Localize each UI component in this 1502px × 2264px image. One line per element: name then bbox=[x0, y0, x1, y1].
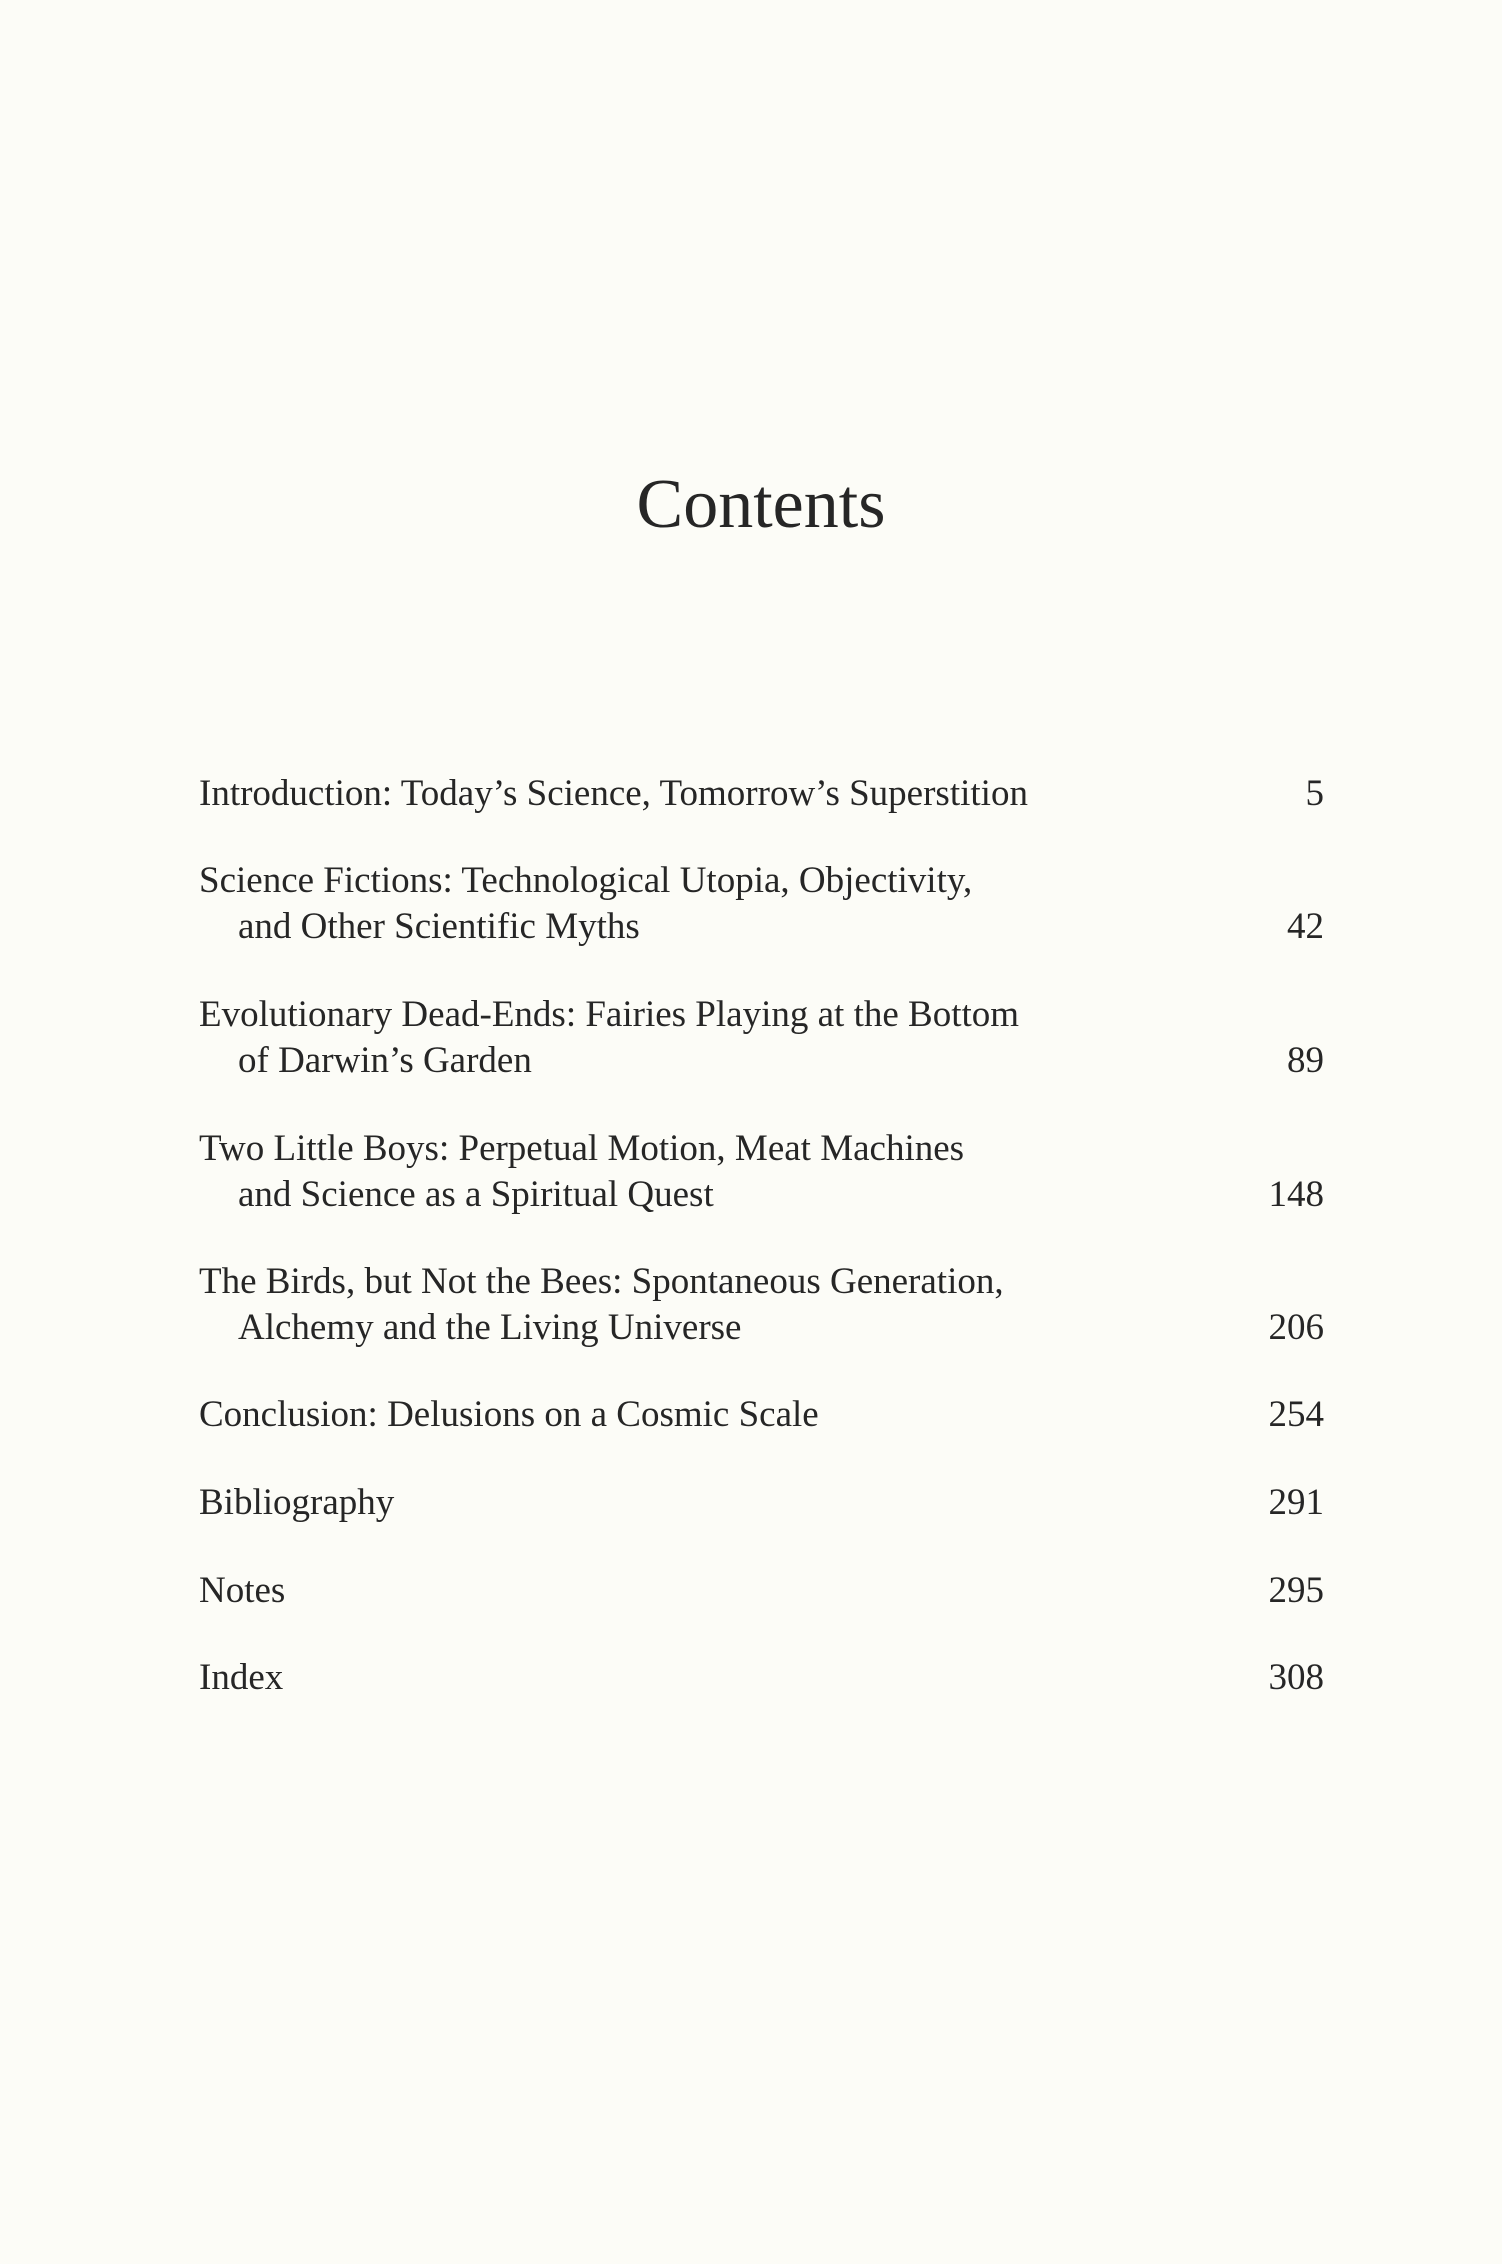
toc-entry-title: Notes bbox=[199, 1570, 286, 1611]
toc-entry-conclusion bbox=[199, 1392, 1324, 1438]
toc-entry-introduction bbox=[199, 771, 1324, 817]
toc-entry-title: Science Fictions: Technological Utopia, Objectivity, bbox=[199, 860, 973, 901]
toc-entry-index bbox=[199, 1655, 1324, 1701]
toc-page-number: 89 bbox=[1287, 1040, 1324, 1081]
toc-entry-title: Bibliography bbox=[199, 1482, 395, 1523]
toc-entry-birds-not-bees bbox=[199, 1259, 1324, 1351]
toc-page-number: 291 bbox=[1268, 1482, 1324, 1523]
toc-entry-notes bbox=[199, 1568, 1324, 1614]
toc-page-number: 206 bbox=[1268, 1307, 1324, 1348]
toc-page-number: 295 bbox=[1268, 1570, 1324, 1611]
toc-entry-title-continued: and Science as a Spiritual Quest bbox=[238, 1174, 714, 1215]
toc-entry-title: Two Little Boys: Perpetual Motion, Meat Machines bbox=[199, 1128, 965, 1169]
toc-entry-title: Conclusion: Delusions on a Cosmic Scale bbox=[199, 1394, 819, 1435]
toc-entry-title: The Birds, but Not the Bees: Spontaneous Generation, bbox=[199, 1261, 1004, 1302]
page-title: Contents bbox=[636, 466, 886, 543]
toc-entry-bibliography bbox=[199, 1480, 1324, 1526]
toc-page-number: 254 bbox=[1268, 1394, 1324, 1435]
toc-entry-title-continued: and Other Scientific Myths bbox=[238, 906, 640, 947]
toc-page-number: 5 bbox=[1305, 773, 1324, 814]
toc-page-number: 42 bbox=[1287, 906, 1324, 947]
toc-entry-evolutionary-dead-ends bbox=[199, 992, 1324, 1084]
toc-entry-title-continued: of Darwin’s Garden bbox=[238, 1040, 532, 1081]
toc-entry-science-fictions bbox=[199, 858, 1324, 950]
toc-entry-two-little-boys bbox=[199, 1126, 1324, 1218]
toc-page-number: 308 bbox=[1268, 1657, 1324, 1698]
toc-entry-title-continued: Alchemy and the Living Universe bbox=[238, 1307, 742, 1348]
toc-entry-title: Introduction: Today’s Science, Tomorrow’s Superstition bbox=[199, 773, 1028, 814]
toc-page-number: 148 bbox=[1268, 1174, 1324, 1215]
toc-entry-title: Evolutionary Dead-Ends: Fairies Playing at the Bottom bbox=[199, 994, 1020, 1035]
toc-entry-title: Index bbox=[199, 1657, 284, 1698]
